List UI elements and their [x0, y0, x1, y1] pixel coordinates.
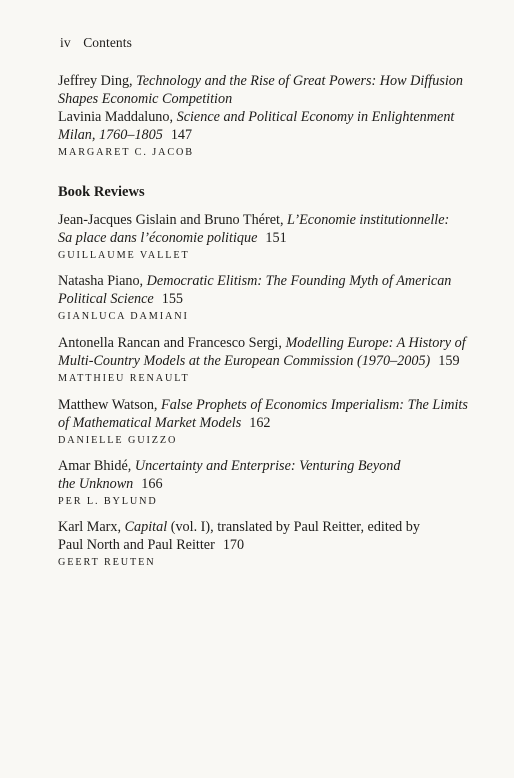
entry-reviewer: GIANLUCA DAMIANI	[58, 311, 189, 322]
entry-page-number: 147	[170, 127, 193, 143]
entry-line	[58, 290, 478, 308]
entry-line	[58, 272, 478, 290]
running-header	[60, 35, 132, 51]
section-heading: Book Reviews	[58, 184, 145, 200]
entry-title: Uncertainty and Enterprise: Venturing Beyond	[134, 458, 401, 474]
entry-title: Democratic Elitism: The Founding Myth of American	[146, 273, 452, 289]
entry-reviewer: GEERT REUTEN	[58, 557, 156, 568]
entry-author: Jeffrey Ding,	[58, 73, 137, 89]
entry-title: Sa place dans l’économie politique	[58, 230, 258, 246]
entry-line	[58, 352, 498, 370]
entry-title: Technology and the Rise of Great Powers: How Diffusion	[136, 73, 463, 89]
entry-title: False Prophets of Economics Imperialism: The Limits	[161, 397, 468, 413]
entry-reviewer: DANIELLE GUIZZO	[58, 435, 178, 446]
entry-page-number: 155	[161, 291, 184, 307]
entry-page-number: 159	[438, 353, 460, 369]
entry-line	[58, 396, 498, 414]
entry-detail: (vol. I), translated by Paul Reitter, edited by	[167, 519, 420, 535]
entry-author: Karl Marx,	[58, 519, 125, 535]
entry-author: Antonella Rancan and Francesco Sergi,	[58, 335, 286, 351]
page-number: iv	[60, 35, 71, 50]
entry-detail: Paul North and Paul Reitter	[58, 537, 215, 553]
entry-title: Modelling Europe: A History of	[285, 335, 466, 351]
entry-author: Matthew Watson,	[58, 397, 162, 413]
entry-reviewer: GUILLAUME VALLET	[58, 250, 190, 261]
entry-title: Multi-Country Models at the European Commission (1970–2005)	[58, 353, 431, 369]
entry-reviewer: MARGARET C. JACOB	[58, 147, 194, 158]
toc-entry-review	[58, 396, 498, 448]
entry-reviewer: MATTHIEU RENAULT	[58, 373, 190, 384]
toc-entry-review	[58, 272, 478, 324]
entry-author: Amar Bhidé,	[58, 458, 135, 474]
entry-line	[58, 90, 478, 108]
toc-entry-review	[58, 518, 478, 570]
entry-line	[58, 518, 478, 536]
entry-line	[58, 334, 498, 352]
entry-author: Jean-Jacques Gislain and Bruno Théret,	[58, 212, 288, 228]
entry-author: Lavinia Maddaluno,	[58, 109, 177, 125]
entry-title: the Unknown	[58, 476, 134, 492]
entry-title: Milan, 1760–1805	[58, 127, 163, 143]
entry-line	[58, 457, 478, 475]
entry-title: L’Economie institutionnelle:	[287, 212, 450, 228]
entry-line	[58, 536, 478, 554]
entry-page-number: 166	[141, 476, 163, 492]
entry-title: of Mathematical Market Models	[58, 415, 242, 431]
entry-line	[58, 211, 478, 229]
running-title: Contents	[83, 35, 132, 50]
entry-title: Science and Political Economy in Enlightenment	[176, 109, 455, 125]
entry-line	[58, 414, 498, 432]
toc-entry-review	[58, 334, 498, 386]
entry-title: Capital	[124, 519, 168, 535]
entry-page-number: 151	[265, 230, 287, 246]
entry-line	[58, 108, 478, 126]
entry-line	[58, 72, 478, 90]
toc-entry-ding	[58, 72, 478, 160]
entry-title: Political Science	[58, 291, 154, 307]
entry-page-number: 170	[222, 537, 245, 553]
entry-author: Natasha Piano,	[58, 273, 147, 289]
entry-line	[58, 126, 478, 144]
toc-entry-review	[58, 457, 478, 509]
entry-reviewer: PER L. BYLUND	[58, 496, 158, 507]
entry-line	[58, 229, 478, 247]
toc-entry-review	[58, 211, 478, 263]
entry-line	[58, 475, 478, 493]
entry-page-number: 162	[249, 415, 271, 431]
entry-title: Shapes Economic Competition	[58, 91, 233, 107]
